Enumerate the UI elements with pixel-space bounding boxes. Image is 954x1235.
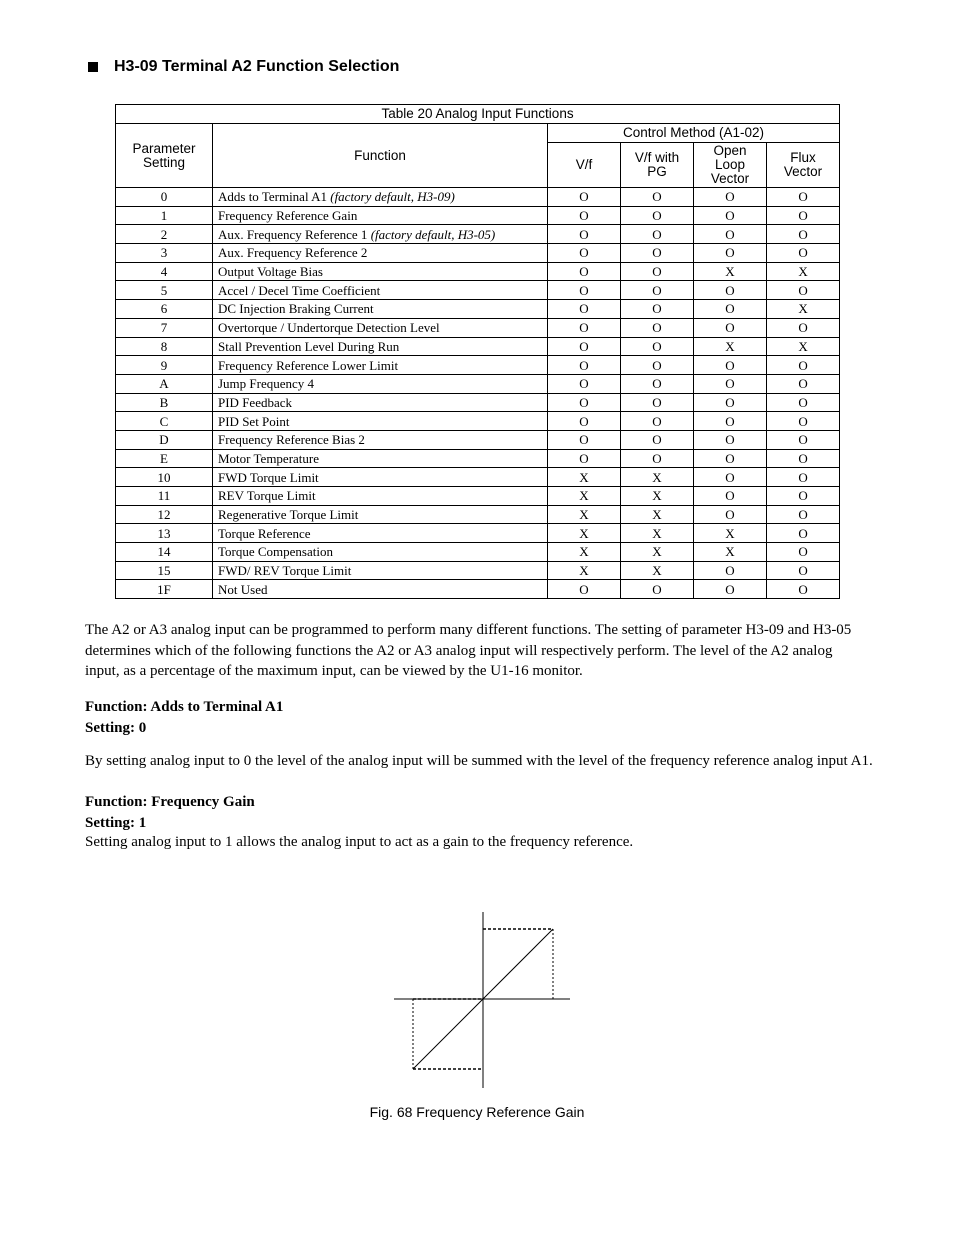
function-note: (factory default, H3-09) [330,189,455,205]
cell-function [213,468,548,487]
cell-vf-pg: X [621,524,694,543]
cell-open-loop: O [694,580,767,599]
cell-vf-pg: X [621,561,694,580]
cell-function [213,262,548,281]
table-row [116,262,840,281]
function-label: Stall Prevention Level During Run [218,338,400,354]
cell-vf: O [548,580,621,599]
cell-flux: O [767,374,840,393]
cell-function [213,300,548,319]
cell-flux: O [767,487,840,506]
cell-vf-pg: O [621,356,694,375]
cell-open-loop: O [694,300,767,319]
cell-setting: A [116,374,213,393]
cell-vf-pg: O [621,318,694,337]
cell-open-loop: O [694,449,767,468]
cell-setting: 1F [116,580,213,599]
cell-vf: O [548,188,621,207]
function-0-setting: Setting: 0 [85,719,147,736]
cell-flux: O [767,468,840,487]
cell-vf: O [548,300,621,319]
cell-setting: 7 [116,318,213,337]
table-row [116,225,840,244]
cell-vf-pg: O [621,281,694,300]
cell-flux: O [767,356,840,375]
cell-vf-pg: O [621,188,694,207]
cell-flux: O [767,206,840,225]
cell-flux: O [767,524,840,543]
table-row [116,318,840,337]
cell-vf: O [548,262,621,281]
cell-flux: O [767,244,840,263]
cell-open-loop: O [694,430,767,449]
table-row [116,281,840,300]
cell-open-loop: X [694,262,767,281]
cell-open-loop: X [694,337,767,356]
function-label: Accel / Decel Time Coefficient [218,282,381,298]
cell-vf-pg: O [621,206,694,225]
cell-flux: O [767,543,840,562]
header-control-method: Control Method (A1-02) [548,124,840,143]
cell-vf-pg: O [621,262,694,281]
function-label: Torque Reference [218,525,311,541]
cell-function [213,281,548,300]
cell-open-loop: O [694,225,767,244]
figure-caption: Fig. 68 Frequency Reference Gain [369,1104,585,1120]
section-title: H3-09 Terminal A2 Function Selection [114,58,400,75]
cell-vf: X [548,561,621,580]
header-function: Function [213,124,548,188]
cell-flux: O [767,318,840,337]
frequency-gain-figure [390,910,580,1090]
function-label: Frequency Reference Lower Limit [218,357,399,373]
cell-function [213,206,548,225]
cell-vf: X [548,505,621,524]
intro-paragraph: The A2 or A3 analog input can be programmed to perform many different functions. The setting of parameter H3-09 and H3-05 determines which of the following functions the A2 or A3 analog input will respectively perform. The level of the A2 analog input, as a percentage of the maximum input, can be viewed by the U1-16 monitor. [85,622,852,679]
function-label: PID Feedback [218,394,293,410]
cell-setting: 1 [116,206,213,225]
cell-vf-pg: X [621,505,694,524]
cell-function [213,505,548,524]
cell-vf: O [548,356,621,375]
analog-input-functions-table [115,104,840,599]
cell-vf-pg: X [621,543,694,562]
cell-setting: 10 [116,468,213,487]
cell-vf: X [548,468,621,487]
function-0-description: By setting analog input to 0 the level of the analog input will be summed with the level of the frequency reference analog input A1. [85,753,873,769]
cell-open-loop: O [694,356,767,375]
cell-vf-pg: O [621,412,694,431]
cell-function [213,225,548,244]
cell-function [213,543,548,562]
cell-function [213,449,548,468]
cell-open-loop: O [694,487,767,506]
cell-setting: 14 [116,543,213,562]
function-1-description: Setting analog input to 1 allows the analog input to act as a gain to the frequency reference. [85,834,634,850]
cell-setting: 12 [116,505,213,524]
cell-vf: O [548,374,621,393]
table-row [116,356,840,375]
function-label: Output Voltage Bias [218,264,323,280]
cell-function [213,487,548,506]
cell-open-loop: O [694,206,767,225]
cell-open-loop: O [694,468,767,487]
cell-function [213,318,548,337]
cell-vf: O [548,430,621,449]
function-label: Aux. Frequency Reference 1 [218,226,371,242]
function-0-title: Function: Adds to Terminal A1 [85,699,284,715]
cell-function [213,580,548,599]
cell-setting: C [116,412,213,431]
function-label: Adds to Terminal A1 [218,189,331,205]
function-label: FWD/ REV Torque Limit [218,563,352,579]
table-row [116,430,840,449]
cell-open-loop: O [694,244,767,263]
cell-vf: O [548,225,621,244]
table-row [116,561,840,580]
table-row [116,374,840,393]
function-label: Aux. Frequency Reference 2 [218,245,368,261]
table-row [116,468,840,487]
section-heading [88,58,399,76]
cell-function [213,430,548,449]
cell-function [213,374,548,393]
cell-setting: 0 [116,188,213,207]
cell-setting: 9 [116,356,213,375]
cell-vf-pg: O [621,580,694,599]
table-row [116,206,840,225]
cell-flux: O [767,393,840,412]
cell-function [213,412,548,431]
table-caption: Table 20 Analog Input Functions [116,105,840,124]
function-label: Regenerative Torque Limit [218,507,359,523]
cell-function [213,561,548,580]
cell-vf-pg: O [621,244,694,263]
cell-vf: X [548,524,621,543]
cell-vf-pg: X [621,487,694,506]
table-row [116,505,840,524]
function-1-title: Function: Frequency Gain [85,794,255,810]
cell-open-loop: O [694,374,767,393]
cell-setting: 15 [116,561,213,580]
table-row [116,543,840,562]
cell-open-loop: X [694,524,767,543]
cell-setting: E [116,449,213,468]
function-label: Not Used [218,581,268,597]
cell-open-loop: O [694,318,767,337]
cell-function [213,356,548,375]
table-row [116,412,840,431]
header-open-loop-vector: Open Loop Vector [694,143,767,188]
function-label: Jump Frequency 4 [218,376,315,392]
cell-vf: O [548,244,621,263]
cell-vf: X [548,543,621,562]
cell-vf-pg: O [621,225,694,244]
cell-flux: O [767,188,840,207]
cell-flux: O [767,412,840,431]
table-row [116,300,840,319]
cell-vf: O [548,412,621,431]
cell-setting: B [116,393,213,412]
table-row [116,580,840,599]
table-row [116,487,840,506]
table-row [116,449,840,468]
cell-vf: O [548,206,621,225]
cell-flux: O [767,561,840,580]
table-row [116,393,840,412]
cell-setting: 11 [116,487,213,506]
cell-flux: O [767,449,840,468]
cell-setting: 6 [116,300,213,319]
table-row [116,244,840,263]
function-label: Motor Temperature [218,450,320,466]
cell-setting: 4 [116,262,213,281]
cell-flux: O [767,430,840,449]
cell-flux: O [767,281,840,300]
function-label: REV Torque Limit [218,488,316,504]
function-label: Torque Compensation [218,544,333,560]
table-row [116,188,840,207]
cell-setting: 2 [116,225,213,244]
cell-vf: O [548,393,621,412]
cell-flux: X [767,337,840,356]
header-vf-with-pg: V/f with PG [621,143,694,188]
cell-function [213,393,548,412]
cell-vf: O [548,318,621,337]
function-label: FWD Torque Limit [218,469,319,485]
cell-vf-pg: O [621,430,694,449]
cell-open-loop: X [694,543,767,562]
cell-setting: 8 [116,337,213,356]
cell-vf: X [548,487,621,506]
function-0-heading [85,697,283,738]
cell-function [213,337,548,356]
cell-vf: O [548,281,621,300]
cell-flux: X [767,300,840,319]
cell-vf-pg: O [621,449,694,468]
cell-open-loop: O [694,281,767,300]
cell-flux: O [767,505,840,524]
cell-open-loop: O [694,561,767,580]
table-row [116,337,840,356]
cell-open-loop: O [694,505,767,524]
cell-function [213,188,548,207]
function-label: Overtorque / Undertorque Detection Level [218,320,440,336]
header-vf: V/f [548,143,621,188]
header-flux-vector: Flux Vector [767,143,840,188]
header-parameter-setting: Parameter Setting [116,124,213,188]
function-1-heading [85,792,255,833]
cell-setting: D [116,430,213,449]
cell-function [213,524,548,543]
cell-setting: 3 [116,244,213,263]
cell-open-loop: O [694,393,767,412]
cell-function [213,244,548,263]
function-label: DC Injection Braking Current [218,301,374,317]
cell-vf: O [548,449,621,468]
cell-vf-pg: X [621,468,694,487]
cell-setting: 13 [116,524,213,543]
cell-vf-pg: O [621,337,694,356]
cell-open-loop: O [694,412,767,431]
table-row [116,524,840,543]
function-note: (factory default, H3-05) [370,226,496,242]
cell-setting: 5 [116,281,213,300]
square-bullet-icon [88,62,98,72]
cell-vf-pg: O [621,393,694,412]
cell-vf-pg: O [621,300,694,319]
cell-vf: O [548,337,621,356]
cell-flux: O [767,225,840,244]
cell-flux: O [767,580,840,599]
function-1-setting: Setting: 1 [85,814,147,831]
function-label: Frequency Reference Gain [218,208,358,224]
cell-open-loop: O [694,188,767,207]
function-label: PID Set Point [218,413,290,429]
function-label: Frequency Reference Bias 2 [218,432,365,448]
cell-flux: X [767,262,840,281]
cell-vf-pg: O [621,374,694,393]
